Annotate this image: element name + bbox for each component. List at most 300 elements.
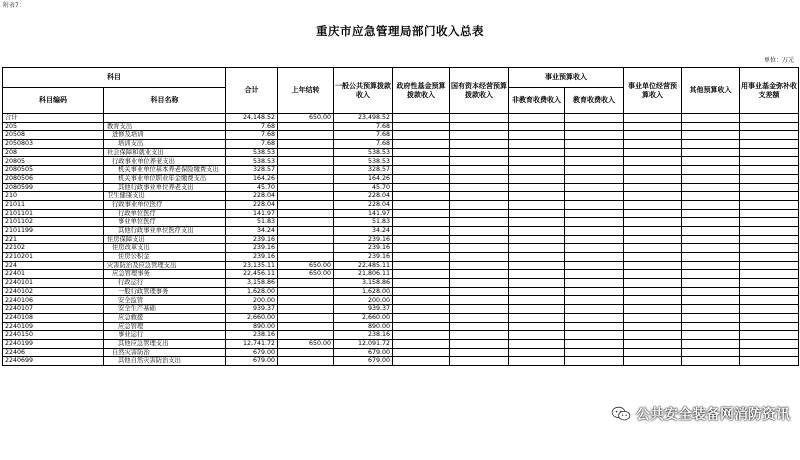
cell-general-budget: 7.68 — [334, 131, 393, 140]
cell-carryover — [278, 357, 334, 366]
cell-total: 328.57 — [226, 166, 278, 175]
cell-name: 社会保障和就业支出 — [104, 148, 226, 157]
cell-code: 22406 — [3, 348, 104, 357]
cell-other-budget — [682, 313, 740, 322]
cell-carryover — [278, 253, 334, 262]
table-body — [3, 114, 799, 366]
table-row — [3, 339, 799, 348]
cell-business-fund-gap — [740, 313, 799, 322]
cell-edu-fee — [565, 192, 624, 201]
table-row — [3, 226, 799, 235]
cell-code: 合计 — [3, 114, 104, 123]
cell-edu-fee — [565, 287, 624, 296]
cell-non-edu-fee — [509, 296, 565, 305]
cell-name: 行政单位医疗 — [104, 209, 226, 218]
table-row — [3, 218, 799, 227]
cell-non-edu-fee — [509, 313, 565, 322]
cell-state-capital — [450, 235, 509, 244]
cell-state-capital — [450, 331, 509, 340]
cell-total: 679.00 — [226, 357, 278, 366]
cell-unit-operating — [624, 166, 682, 175]
cell-general-budget: 45.70 — [334, 183, 393, 192]
cell-business-fund-gap — [740, 253, 799, 262]
cell-non-edu-fee — [509, 357, 565, 366]
cell-general-budget: 238.16 — [334, 331, 393, 340]
cell-state-capital — [450, 148, 509, 157]
cell-state-capital — [450, 192, 509, 201]
cell-business-fund-gap — [740, 296, 799, 305]
table-row — [3, 166, 799, 175]
cell-carryover: 650.00 — [278, 270, 334, 279]
cell-code: 2240107 — [3, 305, 104, 314]
cell-gov-fund — [393, 192, 450, 201]
cell-other-budget — [682, 305, 740, 314]
cell-state-capital — [450, 313, 509, 322]
cell-business-fund-gap — [740, 140, 799, 149]
table-row — [3, 183, 799, 192]
cell-gov-fund — [393, 122, 450, 131]
cell-edu-fee — [565, 339, 624, 348]
cell-unit-operating — [624, 200, 682, 209]
cell-other-budget — [682, 261, 740, 270]
cell-carryover — [278, 148, 334, 157]
cell-non-edu-fee — [509, 148, 565, 157]
cell-gov-fund — [393, 226, 450, 235]
cell-total: 538.53 — [226, 148, 278, 157]
cell-carryover — [278, 166, 334, 175]
cell-code: 2240150 — [3, 331, 104, 340]
cell-total: 890.00 — [226, 322, 278, 331]
cell-carryover: 650.00 — [278, 261, 334, 270]
cell-business-fund-gap — [740, 261, 799, 270]
cell-total: 7.68 — [226, 122, 278, 131]
table-row — [3, 157, 799, 166]
cell-name: 应急管理 — [104, 322, 226, 331]
cell-general-budget: 12,091.72 — [334, 339, 393, 348]
cell-code: 22102 — [3, 244, 104, 253]
cell-other-budget — [682, 218, 740, 227]
cell-other-budget — [682, 148, 740, 157]
cell-edu-fee — [565, 348, 624, 357]
cell-code: 210 — [3, 192, 104, 201]
cell-business-fund-gap — [740, 287, 799, 296]
cell-non-edu-fee — [509, 339, 565, 348]
cell-gov-fund — [393, 235, 450, 244]
cell-general-budget: 164.26 — [334, 174, 393, 183]
header-total: 合计 — [226, 68, 278, 114]
cell-name: 事业运行 — [104, 331, 226, 340]
cell-name — [104, 114, 226, 123]
cell-other-budget — [682, 200, 740, 209]
header-other-budget: 其他预算收入 — [682, 68, 740, 114]
cell-carryover — [278, 226, 334, 235]
cell-business-fund-gap — [740, 279, 799, 288]
cell-edu-fee — [565, 122, 624, 131]
header-edu-fee: 教育收费收入 — [565, 88, 624, 114]
cell-total: 679.00 — [226, 348, 278, 357]
cell-name: 一般行政管理事务 — [104, 287, 226, 296]
cell-gov-fund — [393, 148, 450, 157]
cell-edu-fee — [565, 140, 624, 149]
cell-other-budget — [682, 322, 740, 331]
table-row — [3, 122, 799, 131]
cell-code: 2240106 — [3, 296, 104, 305]
cell-business-fund-gap — [740, 226, 799, 235]
table-row — [3, 348, 799, 357]
cell-carryover — [278, 287, 334, 296]
cell-carryover — [278, 183, 334, 192]
cell-general-budget: 538.53 — [334, 157, 393, 166]
cell-code: 2101101 — [3, 209, 104, 218]
cell-carryover — [278, 313, 334, 322]
cell-code: 2080506 — [3, 174, 104, 183]
cell-carryover — [278, 200, 334, 209]
cell-other-budget — [682, 114, 740, 123]
cell-gov-fund — [393, 287, 450, 296]
cell-total: 3,158.86 — [226, 279, 278, 288]
cell-other-budget — [682, 339, 740, 348]
table-row — [3, 235, 799, 244]
cell-code: 22401 — [3, 270, 104, 279]
cell-other-budget — [682, 287, 740, 296]
cell-business-fund-gap — [740, 357, 799, 366]
cell-edu-fee — [565, 209, 624, 218]
cell-business-fund-gap — [740, 348, 799, 357]
cell-gov-fund — [393, 313, 450, 322]
cell-total: 238.16 — [226, 331, 278, 340]
cell-general-budget: 239.16 — [334, 235, 393, 244]
cell-general-budget: 7.68 — [334, 140, 393, 149]
cell-total: 228.04 — [226, 192, 278, 201]
cell-state-capital — [450, 131, 509, 140]
cell-non-edu-fee — [509, 226, 565, 235]
cell-other-budget — [682, 174, 740, 183]
table-row — [3, 200, 799, 209]
table-row — [3, 270, 799, 279]
cell-other-budget — [682, 235, 740, 244]
cell-state-capital — [450, 348, 509, 357]
table-row — [3, 244, 799, 253]
cell-name: 应急管理事务 — [104, 270, 226, 279]
cell-code: 2210201 — [3, 253, 104, 262]
cell-non-edu-fee — [509, 279, 565, 288]
cell-other-budget — [682, 296, 740, 305]
cell-gov-fund — [393, 305, 450, 314]
cell-general-budget: 21,806.11 — [334, 270, 393, 279]
cell-name: 其他应急管理支出 — [104, 339, 226, 348]
cell-carryover — [278, 192, 334, 201]
cell-business-fund-gap — [740, 331, 799, 340]
cell-business-fund-gap — [740, 131, 799, 140]
table-row — [3, 305, 799, 314]
cell-non-edu-fee — [509, 235, 565, 244]
cell-name: 机关事业单位职业年金缴费支出 — [104, 174, 226, 183]
cell-general-budget: 3,158.86 — [334, 279, 393, 288]
cell-total: 22,456.11 — [226, 270, 278, 279]
cell-business-fund-gap — [740, 244, 799, 253]
cell-carryover — [278, 218, 334, 227]
cell-non-edu-fee — [509, 192, 565, 201]
cell-edu-fee — [565, 226, 624, 235]
cell-carryover — [278, 122, 334, 131]
cell-other-budget — [682, 253, 740, 262]
cell-unit-operating — [624, 287, 682, 296]
cell-unit-operating — [624, 174, 682, 183]
header-business-budget: 事业预算收入 — [509, 68, 624, 88]
cell-general-budget: 141.97 — [334, 209, 393, 218]
cell-code: 205 — [3, 122, 104, 131]
cell-unit-operating — [624, 357, 682, 366]
cell-business-fund-gap — [740, 166, 799, 175]
cell-unit-operating — [624, 270, 682, 279]
cell-gov-fund — [393, 114, 450, 123]
cell-general-budget: 2,660.00 — [334, 313, 393, 322]
cell-edu-fee — [565, 253, 624, 262]
cell-carryover — [278, 140, 334, 149]
cell-unit-operating — [624, 253, 682, 262]
table-row — [3, 140, 799, 149]
cell-business-fund-gap — [740, 157, 799, 166]
cell-carryover: 650.00 — [278, 114, 334, 123]
cell-business-fund-gap — [740, 305, 799, 314]
cell-general-budget: 228.04 — [334, 192, 393, 201]
cell-total: 538.53 — [226, 157, 278, 166]
cell-state-capital — [450, 357, 509, 366]
header-non-edu-fee: 非教育收费收入 — [509, 88, 565, 114]
wechat-icon — [611, 406, 631, 422]
cell-other-budget — [682, 331, 740, 340]
cell-code: 2240699 — [3, 357, 104, 366]
cell-unit-operating — [624, 140, 682, 149]
cell-carryover — [278, 296, 334, 305]
cell-name: 行政事业单位养老支出 — [104, 157, 226, 166]
cell-total: 2,660.00 — [226, 313, 278, 322]
cell-business-fund-gap — [740, 218, 799, 227]
table-row — [3, 287, 799, 296]
cell-code: 2240102 — [3, 287, 104, 296]
table-row — [3, 114, 799, 123]
header-gov-fund: 政府性基金预算拨款收入 — [393, 68, 450, 114]
cell-gov-fund — [393, 174, 450, 183]
cell-total: 34.24 — [226, 226, 278, 235]
cell-state-capital — [450, 209, 509, 218]
cell-state-capital — [450, 261, 509, 270]
cell-business-fund-gap — [740, 174, 799, 183]
cell-other-budget — [682, 192, 740, 201]
cell-total: 23,135.11 — [226, 261, 278, 270]
cell-edu-fee — [565, 166, 624, 175]
cell-gov-fund — [393, 157, 450, 166]
cell-non-edu-fee — [509, 253, 565, 262]
cell-edu-fee — [565, 305, 624, 314]
cell-edu-fee — [565, 322, 624, 331]
cell-general-budget: 939.37 — [334, 305, 393, 314]
cell-edu-fee — [565, 174, 624, 183]
cell-total: 239.16 — [226, 235, 278, 244]
header-unit-operating: 事业单位经营预算收入 — [624, 68, 682, 114]
cell-unit-operating — [624, 157, 682, 166]
table-row — [3, 279, 799, 288]
cell-unit-operating — [624, 209, 682, 218]
cell-carryover — [278, 305, 334, 314]
cell-name: 教育支出 — [104, 122, 226, 131]
cell-state-capital — [450, 166, 509, 175]
cell-business-fund-gap — [740, 339, 799, 348]
table-row — [3, 296, 799, 305]
cell-other-budget — [682, 122, 740, 131]
table-row — [3, 192, 799, 201]
cell-total: 239.16 — [226, 253, 278, 262]
cell-business-fund-gap — [740, 114, 799, 123]
cell-general-budget: 228.04 — [334, 200, 393, 209]
cell-code: 2240108 — [3, 313, 104, 322]
cell-general-budget: 679.00 — [334, 357, 393, 366]
cell-name: 事业单位医疗 — [104, 218, 226, 227]
cell-code: 2101102 — [3, 218, 104, 227]
cell-carryover — [278, 331, 334, 340]
cell-total: 164.26 — [226, 174, 278, 183]
cell-carryover — [278, 209, 334, 218]
cell-unit-operating — [624, 339, 682, 348]
table-row — [3, 174, 799, 183]
cell-non-edu-fee — [509, 244, 565, 253]
cell-non-edu-fee — [509, 261, 565, 270]
cell-name: 行政运行 — [104, 279, 226, 288]
cell-edu-fee — [565, 183, 624, 192]
cell-other-budget — [682, 226, 740, 235]
table-row — [3, 253, 799, 262]
cell-edu-fee — [565, 357, 624, 366]
cell-edu-fee — [565, 296, 624, 305]
cell-total: 7.68 — [226, 140, 278, 149]
table-row — [3, 331, 799, 340]
cell-name: 机关事业单位基本养老保险缴费支出 — [104, 166, 226, 175]
cell-name: 自然灾害防治 — [104, 348, 226, 357]
cell-state-capital — [450, 279, 509, 288]
header-state-capital: 国有资本经营预算拨款收入 — [450, 68, 509, 114]
cell-state-capital — [450, 226, 509, 235]
cell-general-budget: 890.00 — [334, 322, 393, 331]
cell-code: 221 — [3, 235, 104, 244]
cell-gov-fund — [393, 348, 450, 357]
cell-other-budget — [682, 131, 740, 140]
cell-unit-operating — [624, 305, 682, 314]
cell-gov-fund — [393, 140, 450, 149]
cell-edu-fee — [565, 148, 624, 157]
cell-unit-operating — [624, 313, 682, 322]
cell-name: 其他行政事业单位养老支出 — [104, 183, 226, 192]
cell-gov-fund — [393, 261, 450, 270]
cell-gov-fund — [393, 218, 450, 227]
cell-non-edu-fee — [509, 331, 565, 340]
cell-non-edu-fee — [509, 305, 565, 314]
cell-general-budget: 23,498.52 — [334, 114, 393, 123]
table-row — [3, 131, 799, 140]
cell-unit-operating — [624, 244, 682, 253]
cell-carryover — [278, 235, 334, 244]
cell-other-budget — [682, 270, 740, 279]
cell-non-edu-fee — [509, 157, 565, 166]
cell-state-capital — [450, 339, 509, 348]
cell-code: 21011 — [3, 200, 104, 209]
cell-other-budget — [682, 244, 740, 253]
cell-gov-fund — [393, 131, 450, 140]
cell-edu-fee — [565, 218, 624, 227]
cell-code: 2240109 — [3, 322, 104, 331]
cell-code: 20805 — [3, 157, 104, 166]
cell-carryover — [278, 279, 334, 288]
cell-total: 51.83 — [226, 218, 278, 227]
cell-code: 2080599 — [3, 183, 104, 192]
cell-business-fund-gap — [740, 235, 799, 244]
header-carryover: 上年结转 — [278, 68, 334, 114]
cell-non-edu-fee — [509, 322, 565, 331]
cell-unit-operating — [624, 279, 682, 288]
cell-state-capital — [450, 270, 509, 279]
cell-unit-operating — [624, 148, 682, 157]
cell-unit-operating — [624, 226, 682, 235]
cell-name: 进修及培训 — [104, 131, 226, 140]
cell-general-budget: 34.24 — [334, 226, 393, 235]
cell-state-capital — [450, 122, 509, 131]
cell-general-budget: 1,628.00 — [334, 287, 393, 296]
cell-non-edu-fee — [509, 131, 565, 140]
cell-state-capital — [450, 305, 509, 314]
watermark-text: 公共安全装备网消防资讯 — [636, 407, 790, 423]
cell-name: 住房改革支出 — [104, 244, 226, 253]
cell-state-capital — [450, 253, 509, 262]
cell-other-budget — [682, 140, 740, 149]
cell-non-edu-fee — [509, 114, 565, 123]
cell-edu-fee — [565, 157, 624, 166]
page-title: 重庆市应急管理局部门收入总表 — [316, 24, 484, 38]
cell-name: 安全生产基础 — [104, 305, 226, 314]
cell-other-budget — [682, 183, 740, 192]
annex-label: 附表7： — [3, 2, 25, 9]
cell-non-edu-fee — [509, 166, 565, 175]
cell-unit-operating — [624, 122, 682, 131]
cell-edu-fee — [565, 114, 624, 123]
cell-carryover — [278, 322, 334, 331]
cell-code: 2240101 — [3, 279, 104, 288]
header-code: 科目编码 — [3, 88, 104, 114]
cell-edu-fee — [565, 131, 624, 140]
cell-non-edu-fee — [509, 174, 565, 183]
table-row — [3, 313, 799, 322]
cell-gov-fund — [393, 209, 450, 218]
cell-business-fund-gap — [740, 148, 799, 157]
watermark — [611, 404, 790, 424]
cell-state-capital — [450, 200, 509, 209]
cell-general-budget: 679.00 — [334, 348, 393, 357]
cell-business-fund-gap — [740, 270, 799, 279]
cell-general-budget: 538.53 — [334, 148, 393, 157]
cell-edu-fee — [565, 313, 624, 322]
cell-state-capital — [450, 157, 509, 166]
cell-gov-fund — [393, 244, 450, 253]
cell-non-edu-fee — [509, 200, 565, 209]
unit-label: 单位：万元 — [763, 57, 794, 64]
cell-total: 1,628.00 — [226, 287, 278, 296]
cell-state-capital — [450, 296, 509, 305]
cell-business-fund-gap — [740, 209, 799, 218]
cell-total: 939.37 — [226, 305, 278, 314]
cell-unit-operating — [624, 114, 682, 123]
cell-non-edu-fee — [509, 140, 565, 149]
cell-gov-fund — [393, 322, 450, 331]
cell-unit-operating — [624, 218, 682, 227]
cell-other-budget — [682, 166, 740, 175]
